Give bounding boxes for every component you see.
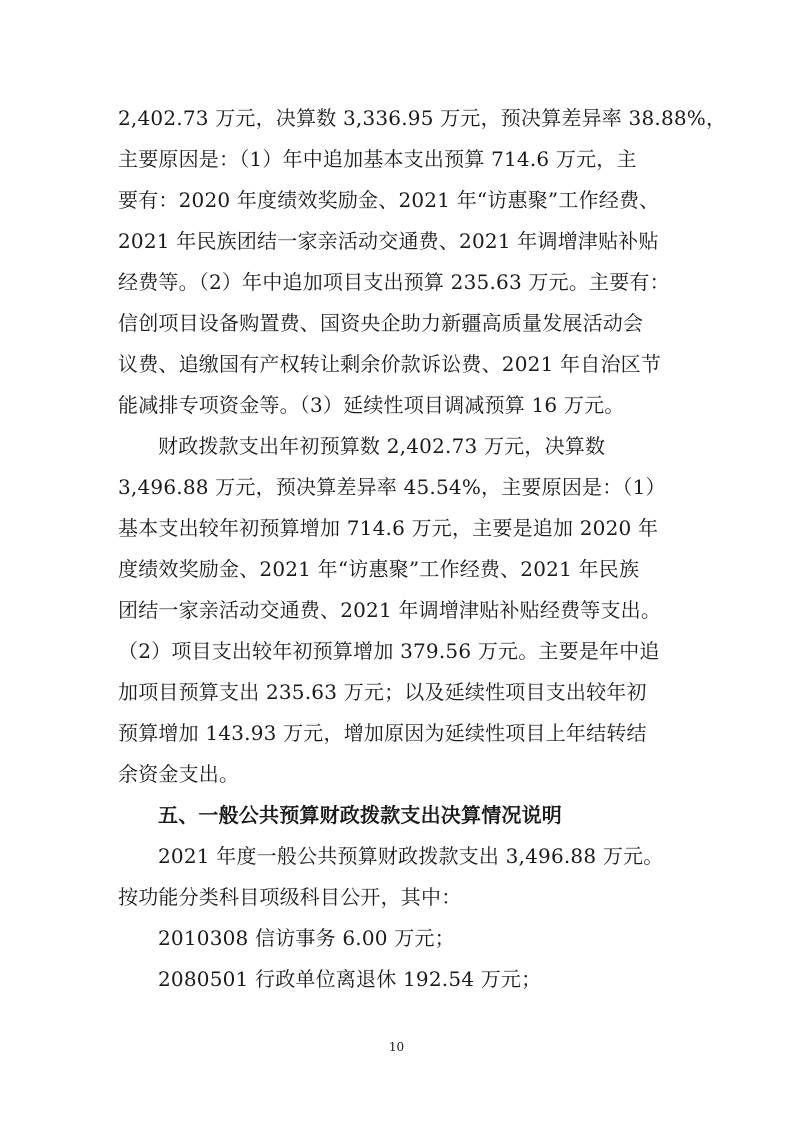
text-line: 余资金支出。 <box>118 762 240 786</box>
text-line: 基本支出较年初预算增加 714.6 万元，主要是追加 2020 年 <box>118 516 659 540</box>
paragraph-1 <box>118 98 727 426</box>
page-number: 10 <box>388 1040 405 1054</box>
text-line: （2）项目支出较年初预算增加 379.56 万元。主要是年中追 <box>118 639 660 663</box>
text-line: 加项目预算支出 235.63 万元；以及延续性项目支出较年初 <box>118 680 647 704</box>
text-line: 能减排专项资金等。（3）延续性项目调减预算 16 万元。 <box>118 393 625 417</box>
list-item: 2010308 信访事务 6.00 万元； <box>158 926 455 950</box>
text-line: 2,402.73 万元，决算数 3,336.95 万元，预决算差异率 38.88%， <box>118 106 727 130</box>
list-item: 2080501 行政单位离退休 192.54 万元； <box>158 967 542 991</box>
text-line: 2021 年民族团结一家亲活动交通费、2021 年调增津贴补贴 <box>118 229 659 253</box>
text-line: 度绩效奖励金、2021 年“访惠聚”工作经费、2021 年民族 <box>118 557 640 581</box>
section-heading: 五、一般公共预算财政拨款支出决算情况说明 <box>158 803 562 827</box>
paragraph-2 <box>118 426 678 795</box>
text-line: 预算增加 143.93 万元，增加原因为延续性项目上年结转结 <box>118 721 647 745</box>
text-line: 3,496.88 万元，预决算差异率 45.54%，主要原因是：（1） <box>118 475 666 499</box>
text-line: 议费、追缴国有产权转让剩余价款诉讼费、2021 年自治区节 <box>118 352 662 376</box>
text-line: 经费等。（2）年中追加项目支出预算 235.63 万元。主要有： <box>118 270 670 294</box>
text-line: 信创项目设备购置费、国资央企助力新疆高质量发展活动会 <box>118 311 644 335</box>
document-body <box>118 98 727 1000</box>
text-line: 团结一家亲活动交通费、2021 年调增津贴补贴经费等支出。 <box>118 598 662 622</box>
paragraph-3 <box>118 836 678 918</box>
text-line: 2021 年度一般公共预算财政拨款支出 3,496.88 万元。 <box>158 844 664 868</box>
text-line: 按功能分类科目项级科目公开，其中： <box>118 885 462 909</box>
text-line: 主要原因是：（1）年中追加基本支出预算 714.6 万元，主 <box>118 147 637 171</box>
text-line: 财政拨款支出年初预算数 2,402.73 万元，决算数 <box>158 434 606 458</box>
text-line: 要有：2020 年度绩效奖励金、2021 年“访惠聚”工作经费、 <box>118 188 660 212</box>
